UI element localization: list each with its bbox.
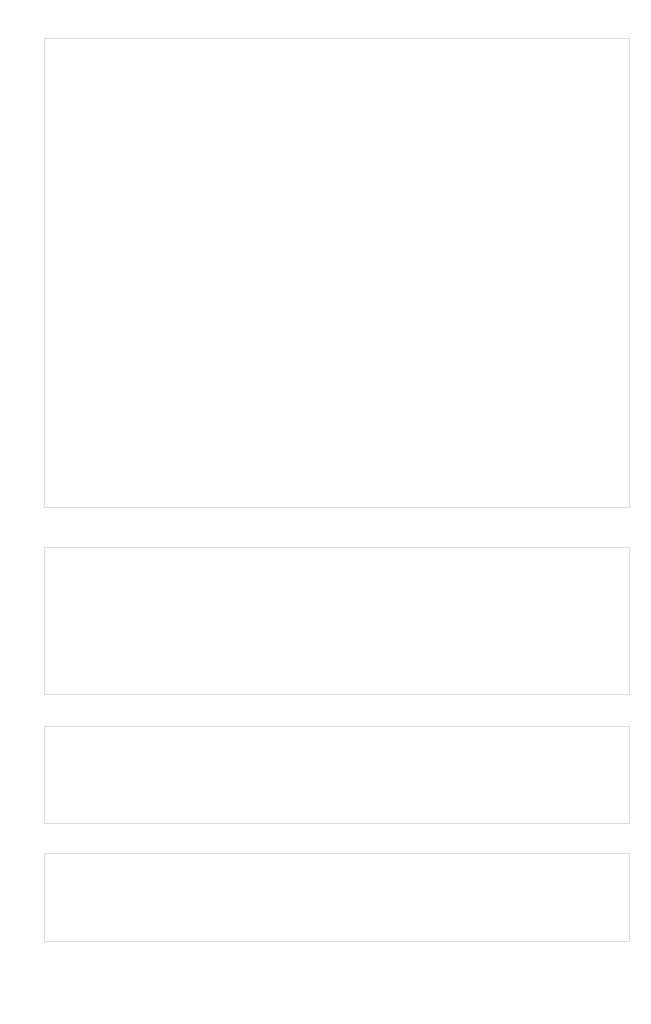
terrain-asset-grid [44, 726, 630, 824]
shapes-asset-grid [44, 38, 630, 508]
perspective-asset-grid [44, 547, 630, 695]
waveform-asset-grid [44, 853, 630, 942]
